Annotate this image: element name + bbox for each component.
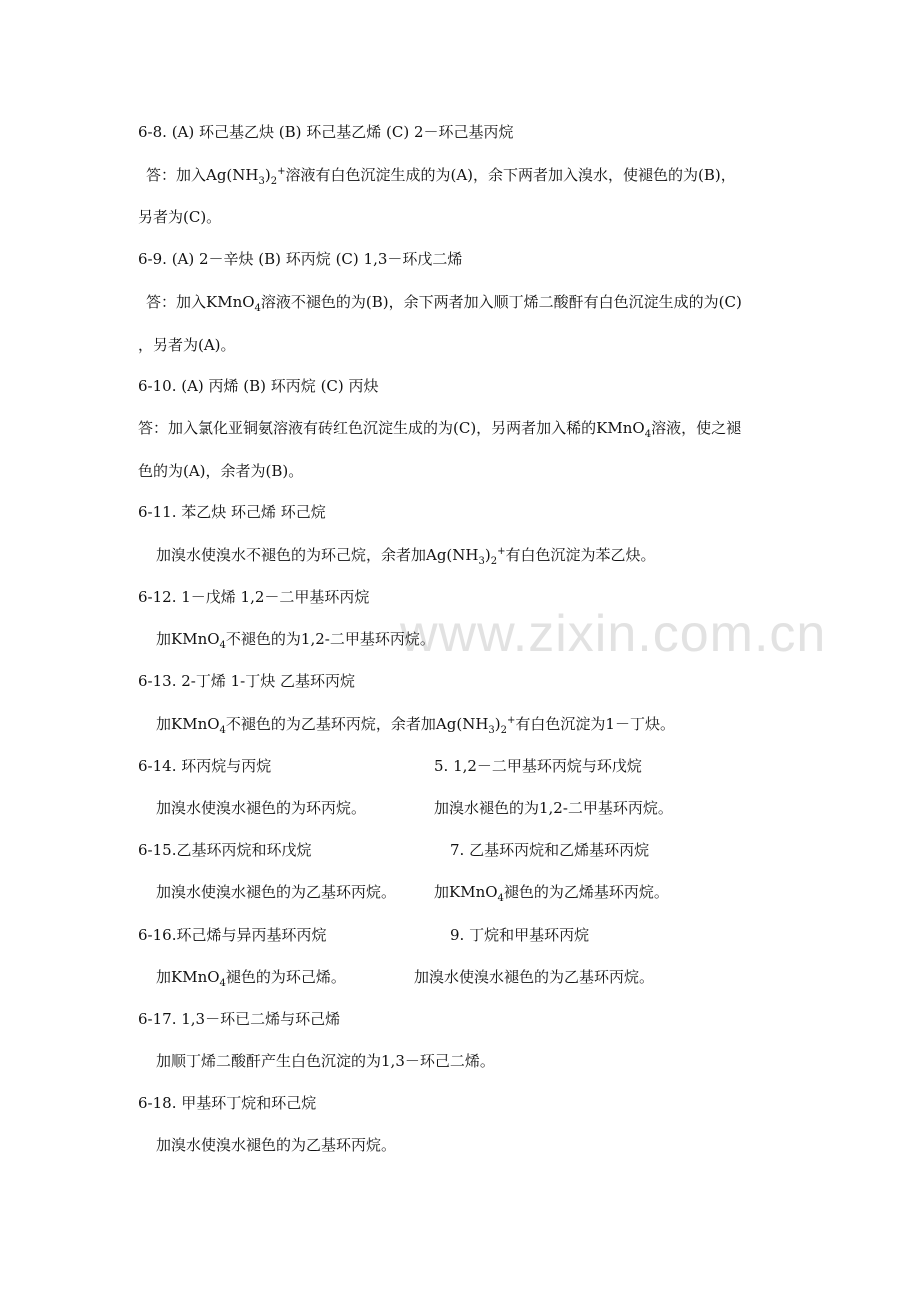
text-run: ) xyxy=(484,546,491,564)
text-run: 加KMnO xyxy=(156,715,220,733)
subscript: 2 xyxy=(270,176,278,187)
answer-6-14: 加溴水使溴水褪色的为环丙烷。 xyxy=(156,799,367,817)
subscript: 4 xyxy=(254,303,261,314)
question-6-16: 6-16.环己烯与异丙基环丙烷 xyxy=(138,926,327,944)
question-6-8: 6-8. (A) 环己基乙炔 (B) 环己基乙烯 (C) 2－环己基丙烷 xyxy=(138,123,514,141)
text-run: 溶液，使之褪 xyxy=(651,419,742,437)
text-run: ) xyxy=(494,715,501,733)
answer-6-11 xyxy=(156,545,656,565)
text-run: 答：加入Ag(NH xyxy=(146,166,259,184)
text-run: 溶液有白色沉淀生成的为(A)，余下两者加入溴水，使褪色的为(B)， xyxy=(285,166,736,184)
subscript: 3 xyxy=(258,176,265,187)
answer-6-8-line1 xyxy=(146,165,736,185)
question-5: 5. 1,2－二甲基环丙烷与环戊烷 xyxy=(434,757,642,775)
answer-6-9-line2: ，另者为(A)。 xyxy=(138,336,236,354)
text-run: 褪色的为乙烯基环丙烷。 xyxy=(503,883,669,901)
text-run: 加KMnO xyxy=(156,630,220,648)
superscript: + xyxy=(497,546,506,557)
text-run: 答：加入KMnO xyxy=(146,293,255,311)
answer-6-17: 加顺丁烯二酸酐产生白色沉淀的为1,3－环己二烯。 xyxy=(156,1052,495,1070)
subscript: 2 xyxy=(500,725,508,736)
subscript: 4 xyxy=(219,640,226,651)
answer-6-13 xyxy=(156,714,675,734)
question-7: 7. 乙基环丙烷和乙烯基环丙烷 xyxy=(450,841,650,859)
subscript: 2 xyxy=(490,556,498,567)
question-6-13: 6-13. 2-丁烯 1-丁炔 乙基环丙烷 xyxy=(138,672,355,690)
subscript: 3 xyxy=(478,556,485,567)
question-6-9: 6-9. (A) 2－辛炔 (B) 环丙烷 (C) 1,3－环戊二烯 xyxy=(138,250,463,268)
text-run: ) xyxy=(264,166,271,184)
answer-6-15: 加溴水使溴水褪色的为乙基环丙烷。 xyxy=(156,883,397,901)
question-6-18: 6-18. 甲基环丁烷和环己烷 xyxy=(138,1094,317,1112)
answer-6-10-line1 xyxy=(138,418,741,438)
superscript: + xyxy=(507,715,516,726)
answer-5: 加溴水褪色的为1,2-二甲基环丙烷。 xyxy=(434,799,673,817)
question-6-17: 6-17. 1,3－环已二烯与环己烯 xyxy=(138,1010,341,1028)
answer-9: 加溴水使溴水褪色的为乙基环丙烷。 xyxy=(414,968,655,986)
question-9: 9. 丁烷和甲基环丙烷 xyxy=(450,926,590,944)
answer-7 xyxy=(434,882,669,902)
question-6-11: 6-11. 苯乙炔 环己烯 环己烷 xyxy=(138,503,326,521)
text-run: 加KMnO xyxy=(434,883,498,901)
text-run: 加溴水使溴水不褪色的为环己烷，余者加Ag(NH xyxy=(156,546,479,564)
subscript: 4 xyxy=(219,725,226,736)
subscript: 4 xyxy=(219,978,226,989)
answer-6-12 xyxy=(156,629,435,649)
question-6-12: 6-12. 1－戊烯 1,2－二甲基环丙烷 xyxy=(138,588,370,606)
text-run: 加KMnO xyxy=(156,968,220,986)
answer-6-8-line2: 另者为(C)。 xyxy=(138,208,222,226)
text-run: 褪色的为环己烯。 xyxy=(225,968,346,986)
subscript: 4 xyxy=(497,893,504,904)
subscript: 4 xyxy=(644,429,652,440)
superscript: + xyxy=(277,166,286,177)
answer-6-18: 加溴水使溴水褪色的为乙基环丙烷。 xyxy=(156,1136,397,1154)
text-run: 有白色沉淀为1－丁炔。 xyxy=(515,715,675,733)
question-6-14: 6-14. 环丙烷与丙烷 xyxy=(138,757,272,775)
answer-6-9-line1 xyxy=(146,292,742,312)
subscript: 3 xyxy=(488,725,495,736)
text-run: 有白色沉淀为苯乙炔。 xyxy=(505,546,656,564)
question-6-15: 6-15.乙基环丙烷和环戊烷 xyxy=(138,841,312,859)
answer-6-16 xyxy=(156,967,346,987)
text-run: 答：加入氯化亚铜氨溶液有砖红色沉淀生成的为(C)，另两者加入稀的KMnO xyxy=(138,419,645,437)
text-run: 不褪色的为1,2-二甲基环丙烷。 xyxy=(225,630,435,648)
text-run: 溶液不褪色的为(B)，余下两者加入顺丁烯二酸酐有白色沉淀生成的为(C) xyxy=(260,293,742,311)
question-6-10: 6-10. (A) 丙烯 (B) 环丙烷 (C) 丙炔 xyxy=(138,377,379,395)
watermark: www.zixin.com.cn xyxy=(400,605,827,663)
text-run: 不褪色的为乙基环丙烷，余者加Ag(NH xyxy=(225,715,489,733)
answer-6-10-line2: 色的为(A)，余者为(B)。 xyxy=(138,462,304,480)
